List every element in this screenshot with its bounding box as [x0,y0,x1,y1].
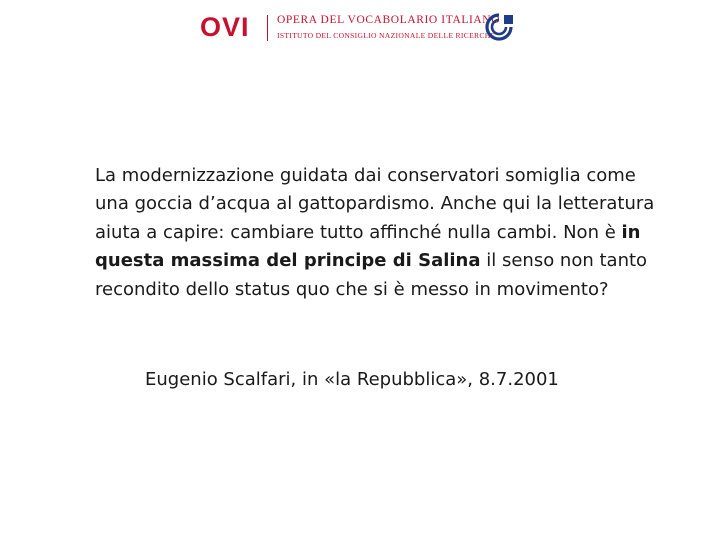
header-logo [200,12,520,44]
logo-divider [267,15,268,41]
ovi-logo-text: OVI [200,12,250,42]
quote-emphasis: in questa massima del principe di Salina [95,221,641,272]
cnr-logo-icon [483,12,515,42]
quote-citation: Eugenio Scalfari, in «la Repubblica», 8.7.2001 [145,369,559,390]
quote-text-start: La modernizzazione guidata dai conservatori somiglia come una goccia d’acqua al gattopardismo. Anche qui la letteratura aiuta a capire: cambiare tutto affinché nulla cambi. Non è [95,165,655,243]
org-name: OPERA DEL VOCABOLARIO ITALIANO [277,14,501,26]
quote-paragraph [95,162,655,304]
org-subtitle: ISTITUTO DEL CONSIGLIO NAZIONALE DELLE RICERCHE [277,31,496,40]
quote-text-end: il senso non tanto recondito dello status quo che si è messo in movimento? [95,250,648,300]
